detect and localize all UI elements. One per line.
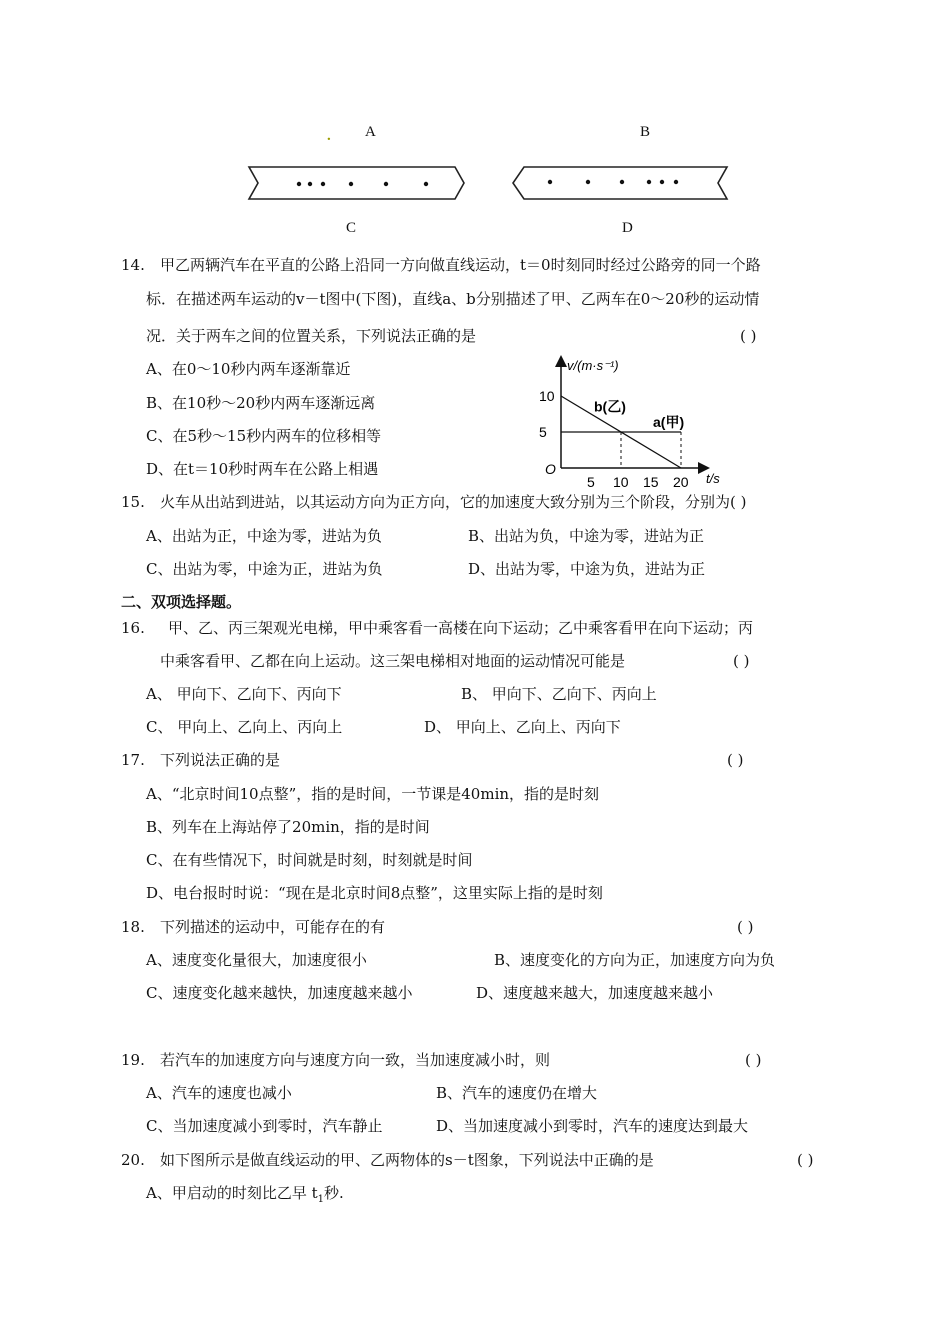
option-c: C、当加速度减小到零时，汽车静止 [146, 1117, 383, 1135]
x-axis-label: t/s [706, 471, 720, 486]
option-b: B、出站为负，中途为零，进站为正 [468, 527, 705, 545]
origin-label: O [545, 461, 556, 477]
option-b: B、在10秒～20秒内两车逐渐远离 [146, 394, 376, 412]
tape-label-c: C [346, 220, 357, 236]
question-stem-line3: 况．关于两车之间的位置关系，下列说法正确的是 [146, 327, 477, 345]
option-c: C、出站为零，中途为正，进站为负 [146, 560, 383, 578]
answer-paren: ( ) [733, 652, 750, 670]
series-label-b: b(乙) [594, 398, 626, 415]
question-stem: 如下图所示是做直线运动的甲、乙两物体的s－t图象，下列说法中正确的是 [160, 1151, 654, 1169]
x-tick-label: 15 [643, 474, 659, 490]
section-heading: 二、双项选择题。 [121, 593, 242, 611]
tape-dot [647, 180, 651, 184]
question-stem: 火车从出站到进站，以其运动方向为正方向，它的加速度大致分别为三个阶段，分别为( ) [160, 493, 747, 511]
tape-label-a: A [365, 124, 376, 140]
question-stem: 下列描述的运动中，可能存在的有 [160, 918, 386, 936]
option-a-tail: 秒. [324, 1184, 344, 1202]
option-d: D、出站为零，中途为负，进站为正 [468, 560, 706, 578]
option-c: C、 甲向上、乙向上、丙向上 [146, 718, 343, 736]
option-c: C、在5秒～15秒内两车的位移相等 [146, 427, 382, 445]
tape-label-d: D [622, 220, 633, 236]
answer-paren: ( ) [797, 1151, 814, 1169]
option-a: A、在0～10秒内两车逐渐靠近 [146, 360, 351, 378]
question-stem-line1: 甲乙两辆汽车在平直的公路上沿同一方向做直线运动，t＝0时刻同时经过公路旁的同一个路 [160, 256, 761, 274]
tape-right [508, 165, 733, 201]
question-number: 14. [121, 256, 145, 274]
tape-dot [349, 182, 353, 186]
option-a [146, 1183, 344, 1210]
tape-dot [297, 182, 301, 186]
tape-dot [424, 182, 428, 186]
option-a: A、汽车的速度也减小 [146, 1084, 292, 1102]
option-a-text: A、甲启动的时刻比乙早 t [146, 1184, 318, 1202]
x-tick-label: 10 [613, 474, 629, 490]
tape-left [243, 165, 468, 201]
option-b: B、列车在上海站停了20min，指的是时间 [146, 818, 430, 836]
question-number: 18. [121, 918, 145, 936]
subscript: 1 [317, 1194, 325, 1205]
series-label-a: a(甲) [653, 414, 685, 430]
tape-dot [308, 182, 312, 186]
x-tick-label: 5 [587, 474, 595, 490]
x-tick-label: 20 [673, 474, 689, 490]
option-d: D、当加速度减小到零时，汽车的速度达到最大 [436, 1117, 749, 1135]
question-stem-line2: 标．在描述两车运动的v－t图中(下图)，直线a、b分别描述了甲、乙两车在0～20秒的运动情 [146, 290, 760, 308]
question-stem: 下列说法正确的是 [160, 751, 281, 769]
y-axis-label: v/(m·s⁻¹) [567, 358, 619, 373]
marker-dot: . [327, 128, 331, 144]
option-b: B、速度变化的方向为正，加速度方向为负 [494, 951, 776, 969]
question-number: 20. [121, 1151, 145, 1169]
question-stem-line1: 甲、乙、丙三架观光电梯，甲中乘客看一高楼在向下运动；乙中乘客看甲在向下运动；丙 [168, 619, 754, 637]
question-stem-line2: 中乘客看甲、乙都在向上运动。这三架电梯相对地面的运动情况可能是 [160, 652, 626, 670]
y-tick-label: 10 [539, 388, 555, 404]
vt-chart [530, 350, 760, 495]
answer-paren: ( ) [727, 751, 744, 769]
option-a: A、“北京时间10点整”，指的是时间，一节课是40min，指的是时刻 [146, 785, 600, 803]
tape-dot [674, 180, 678, 184]
tape-dot [586, 180, 590, 184]
answer-paren: ( ) [745, 1051, 762, 1069]
option-a: A、 甲向下、乙向下、丙向下 [146, 685, 342, 703]
tape-label-b: B [640, 124, 651, 140]
tape-dot [548, 180, 552, 184]
tape-dot [660, 180, 664, 184]
option-a: A、速度变化量很大，加速度很小 [146, 951, 367, 969]
question-number: 16. [121, 619, 145, 637]
option-c: C、在有些情况下，时间就是时刻，时刻就是时间 [146, 851, 473, 869]
option-d: D、速度越来越大，加速度越来越小 [476, 984, 714, 1002]
question-stem: 若汽车的加速度方向与速度方向一致，当加速度减小时，则 [160, 1051, 551, 1069]
y-tick-label: 5 [539, 424, 547, 440]
option-d: D、 甲向上、乙向上、丙向下 [424, 718, 621, 736]
question-number: 15. [121, 493, 145, 511]
tape-dot [321, 182, 325, 186]
option-d: D、电台报时时说：“现在是北京时间8点整”，这里实际上指的是时刻 [146, 884, 603, 902]
option-d: D、在t＝10秒时两车在公路上相遇 [146, 460, 379, 478]
question-number: 19. [121, 1051, 145, 1069]
answer-paren: ( ) [740, 327, 757, 345]
answer-paren: ( ) [737, 918, 754, 936]
tape-dot [620, 180, 624, 184]
tape-dot [384, 182, 388, 186]
option-b: B、汽车的速度仍在增大 [436, 1084, 598, 1102]
option-c: C、速度变化越来越快，加速度越来越小 [146, 984, 413, 1002]
option-a: A、出站为正，中途为零，进站为负 [146, 527, 382, 545]
option-b: B、 甲向下、乙向下、丙向上 [461, 685, 657, 703]
question-number: 17. [121, 751, 145, 769]
